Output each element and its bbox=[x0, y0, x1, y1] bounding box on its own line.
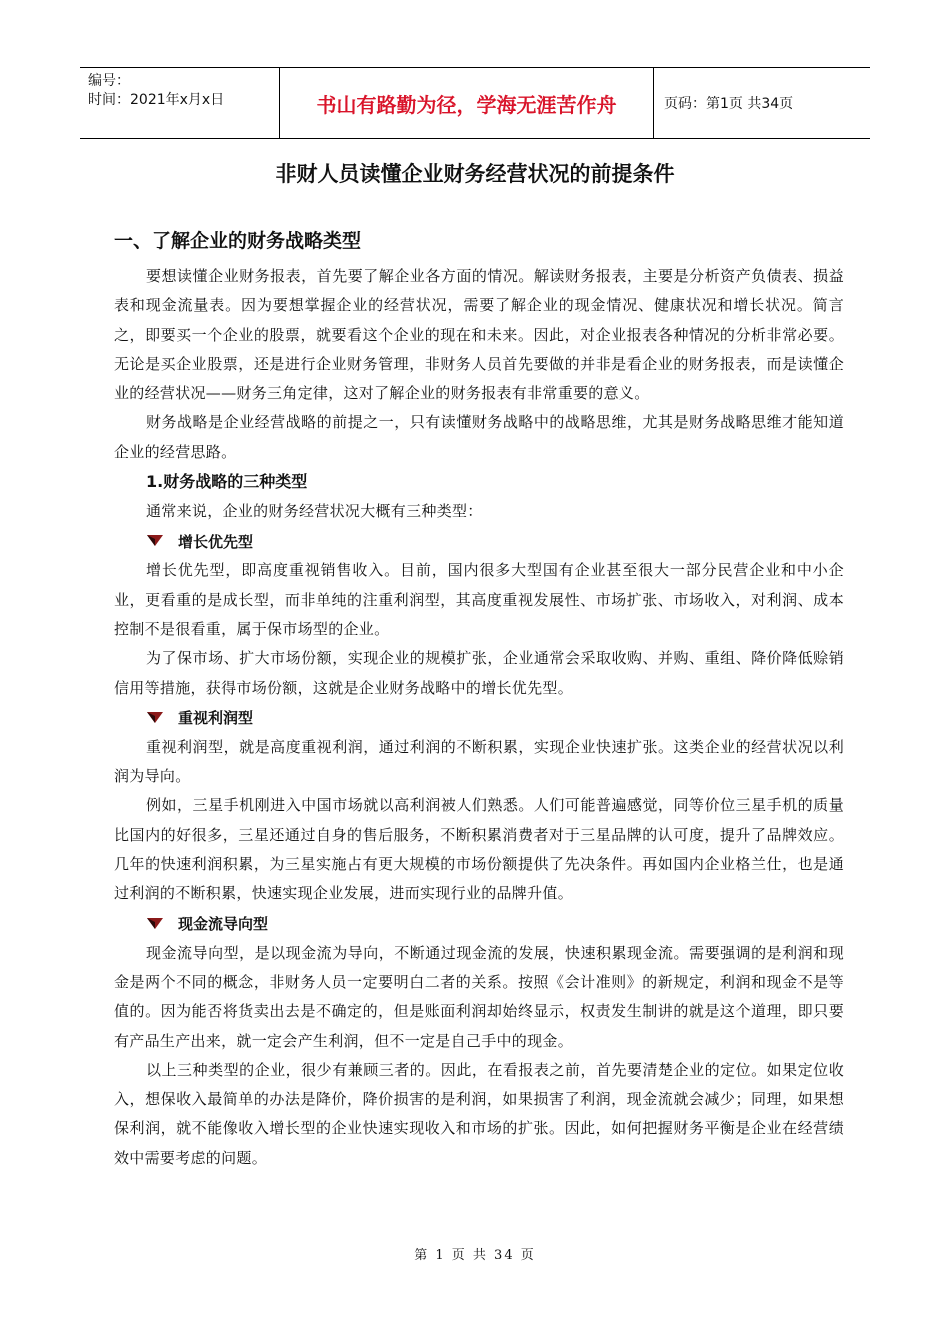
type-heading bbox=[114, 526, 844, 556]
paragraph: 以上三种类型的企业，很少有兼顾三者的。因此，在看报表之前，首先要清楚企业的定位。如果定位收入，想保收入最简单的办法是降价，降价损害的是利润，如果损害了利润，现金流就会减少；同理，如果想保利润，就不能像收入增长型的企业快速实现收入和市场的扩张。因此，如何把握财务平衡是企业在经营绩效中需要考虑的问题。 bbox=[114, 1060, 844, 1167]
subsection-heading: 1.财务战略的三种类型 bbox=[146, 472, 308, 492]
paragraph: 为了保市场、扩大市场份额，实现企业的规模扩张，企业通常会采取收购、并购、重组、降价降低赊销信用等措施，获得市场份额，这就是企业财务战略中的增长优先型。 bbox=[114, 649, 844, 697]
page-footer: 第 1 页 共 34 页 bbox=[414, 1248, 536, 1263]
arrow-bullet-icon bbox=[146, 917, 164, 931]
paragraph: 要想读懂企业财务报表，首先要了解企业各方面的情况。解读财务报表，主要是分析资产负债表、损益表和现金流量表。因为要想掌握企业的经营状况，需要了解企业的现金情况、健康状况和增长状况。简言之，即要买一个企业的股票，就要看这个企业的现在和未来。因此，对企业报表各种情况的分析非常必要。无论是买企业股票，还是进行企业财务管理，非财务人员首先要做的并非是看企业的财务报表，而是读懂企业的经营状况——财务三角定律，这对了解企业的财务报表有非常重要的意义。 bbox=[114, 267, 844, 403]
type-heading bbox=[114, 703, 844, 733]
document-body bbox=[114, 226, 844, 1173]
type-heading-label: 现金流导向型 bbox=[178, 915, 269, 934]
paragraph: 通常来说，企业的财务经营状况大概有三种类型： bbox=[146, 502, 483, 521]
arrow-bullet-icon bbox=[146, 711, 164, 725]
paragraph: 例如，三星手机刚进入中国市场就以高利润被人们熟悉。人们可能普遍感觉，同等价位三星手机的质量比国内的好很多，三星还通过自身的售后服务，不断积累消费者对于三星品牌的认可度，提升了品牌效应。几年的快速利润积累，为三星实施占有更大规模的市场份额提供了先决条件。再如国内企业格兰仕，也是通过利润的不断积累，快速实现企业发展，进而实现行业的品牌升值。 bbox=[114, 796, 844, 903]
paragraph: 现金流导向型，是以现金流为导向，不断通过现金流的发展，快速积累现金流。需要强调的是利润和现金是两个不同的概念，非财务人员一定要明白二者的关系。按照《会计准则》的新规定，利润和现金不是等值的。因为能否将货卖出去是不确定的，但是账面利润却始终显示，权责发生制讲的就是这个道理，即只要有产品生产出来，就一定会产生利润，但不一定是自己手中的现金。 bbox=[114, 943, 844, 1050]
header-page-info: 页码：第1页 共34页 bbox=[664, 96, 794, 112]
header-date: 时间：2021年x月x日 bbox=[88, 92, 225, 108]
paragraph: 财务战略是企业经营战略的前提之一，只有读懂财务战略中的战略思维，尤其是财务战略思维才能知道企业的经营思路。 bbox=[114, 413, 844, 461]
arrow-bullet-icon bbox=[146, 534, 164, 548]
document-title: 非财人员读懂企业财务经营状况的前提条件 bbox=[275, 162, 675, 186]
document-header bbox=[80, 67, 870, 139]
header-motto: 书山有路勤为径，学海无涯苦作舟 bbox=[280, 68, 654, 138]
paragraph: 增长优先型，即高度重视销售收入。目前，国内很多大型国有企业甚至很大一部分民营企业和中小企业，更看重的是成长型，而非单纯的注重利润型，其高度重视发展性、市场扩张、市场收入，对利润、成本控制不是很看重，属于保市场型的企业。 bbox=[114, 561, 844, 638]
type-heading-label: 重视利润型 bbox=[178, 709, 254, 728]
type-heading-label: 增长优先型 bbox=[178, 532, 254, 551]
section-heading: 一、了解企业的财务战略类型 bbox=[114, 230, 362, 252]
header-number: 编号： bbox=[88, 73, 130, 89]
type-heading bbox=[114, 909, 844, 939]
paragraph: 重视利润型，就是高度重视利润，通过利润的不断积累，实现企业快速扩张。这类企业的经营状况以利润为导向。 bbox=[114, 737, 844, 786]
header-meta bbox=[80, 68, 280, 138]
